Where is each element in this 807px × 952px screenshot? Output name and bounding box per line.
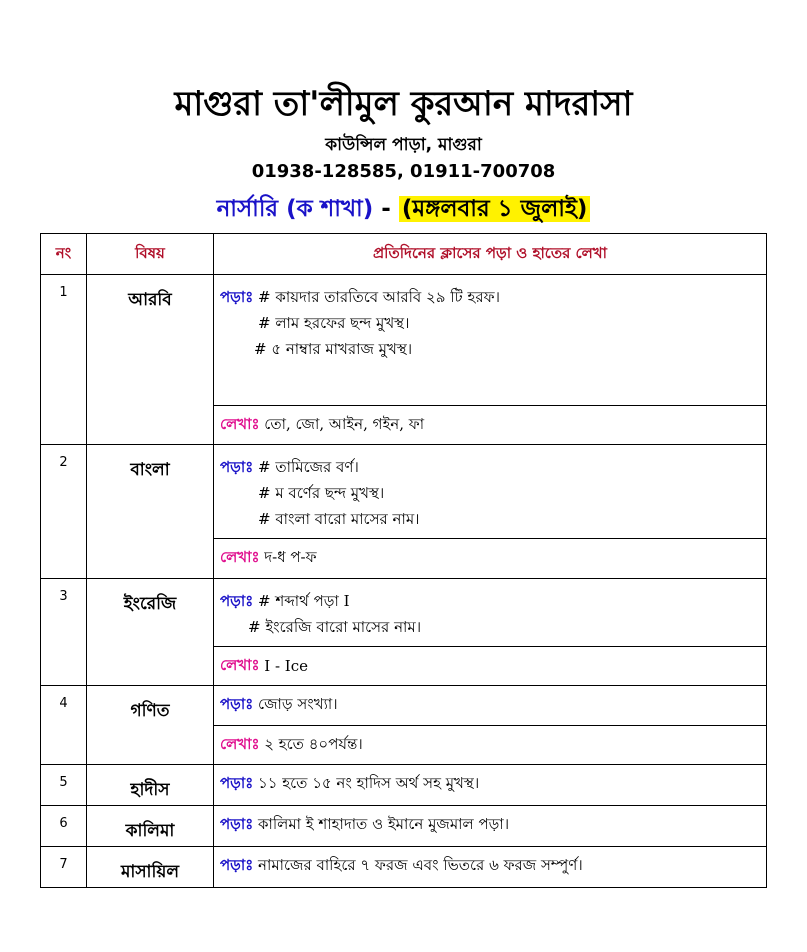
table-row: [41, 847, 767, 888]
table-row: [41, 275, 767, 406]
madrasa-address: কাউন্সিল পাড়া, মাগুরা: [325, 135, 482, 155]
write-cell: [214, 539, 767, 579]
header-work: প্রতিদিনের ক্লাসের পড়া ও হাতের লেখা: [214, 234, 767, 275]
read-cell: [214, 806, 767, 847]
write-cell: [214, 647, 767, 686]
row-number: 4: [41, 686, 87, 765]
read-label: পড়াঃ: [220, 855, 254, 874]
read-cell: [214, 847, 767, 888]
row-number: 2: [41, 445, 87, 579]
read-cell: [214, 765, 767, 806]
write-text: I - Ice: [264, 657, 308, 675]
madrasa-phone: 01938-128585, 01911-700708: [251, 161, 556, 182]
class-day-line: [0, 190, 807, 229]
separator: -: [381, 196, 391, 222]
read-line: # তামিজের বর্ণ।: [258, 458, 359, 476]
write-cell: [214, 406, 767, 445]
row-subject: কালিমা: [87, 806, 214, 847]
table-row: [41, 806, 767, 847]
row-subject: বাংলা: [87, 445, 214, 579]
read-label: পড়াঃ: [220, 458, 254, 476]
read-label: পড়াঃ: [220, 773, 254, 792]
row-subject: মাসায়িল: [87, 847, 214, 888]
row-subject: ইংরেজি: [87, 579, 214, 686]
read-cell: [214, 686, 767, 726]
read-line: # কায়দার তারতিবে আরবি ২৯ টি হরফ।: [258, 288, 500, 306]
read-line: # ইংরেজি বারো মাসের নাম।: [248, 618, 422, 636]
table-row: [41, 579, 767, 647]
write-label: লেখাঃ: [220, 734, 260, 753]
read-line: # বাংলা বারো মাসের নাম।: [258, 510, 420, 528]
schedule-table: [40, 233, 767, 888]
row-number: 6: [41, 806, 87, 847]
write-cell: [214, 726, 767, 765]
read-label: পড়াঃ: [220, 814, 254, 833]
table-row: [41, 765, 767, 806]
header-subject: বিষয়: [87, 234, 214, 275]
row-number: 7: [41, 847, 87, 888]
read-line: কালিমা ই শাহাদাত ও ইমানে মুজমাল পড়া।: [258, 814, 510, 833]
read-label: পড়াঃ: [220, 592, 254, 610]
read-line: নামাজের বাহিরে ৭ ফরজ এবং ভিতরে ৬ ফরজ সম্পুর্ণ।: [258, 855, 583, 874]
write-text: তো, জো, আইন, গইন, ফা: [264, 414, 425, 433]
read-line: জোড় সংখ্যা।: [258, 694, 338, 713]
row-number: 1: [41, 275, 87, 445]
read-label: পড়াঃ: [220, 288, 254, 306]
write-label: লেখাঃ: [220, 414, 260, 433]
day-date: (মঙ্গলবার ১ জুলাই): [399, 196, 591, 222]
row-subject: হাদীস: [87, 765, 214, 806]
read-cell: [214, 579, 767, 647]
table-row: [41, 686, 767, 726]
write-label: লেখাঃ: [220, 547, 260, 566]
madrasa-title: মাগুরা তা'লীমুল কুরআন মাদরাসা: [174, 84, 633, 124]
row-subject: গণিত: [87, 686, 214, 765]
read-line: # শব্দার্থ পড়া I: [258, 592, 350, 610]
read-line: ১১ হতে ১৫ নং হাদিস অর্থ সহ মুখস্থ।: [258, 773, 480, 792]
read-cell: [214, 275, 767, 406]
read-cell: [214, 445, 767, 539]
header-no: নং: [41, 234, 87, 275]
class-name: নার্সারি (ক শাখা): [216, 196, 374, 222]
write-text: দ-ধ প-ফ: [264, 547, 317, 566]
read-line: # লাম হরফের ছন্দ মুখস্থ।: [258, 314, 410, 332]
table-header-row: [41, 234, 767, 275]
read-line: # ৫ নাম্বার মাখরাজ মুখস্থ।: [254, 340, 413, 358]
row-subject: আরবি: [87, 275, 214, 445]
row-number: 5: [41, 765, 87, 806]
read-label: পড়াঃ: [220, 694, 254, 713]
table-row: [41, 445, 767, 539]
row-number: 3: [41, 579, 87, 686]
read-line: # ম বর্ণের ছন্দ মুখস্থ।: [258, 484, 385, 502]
write-label: লেখাঃ: [220, 655, 260, 674]
write-text: ২ হতে ৪০পর্যন্ত।: [264, 734, 363, 753]
